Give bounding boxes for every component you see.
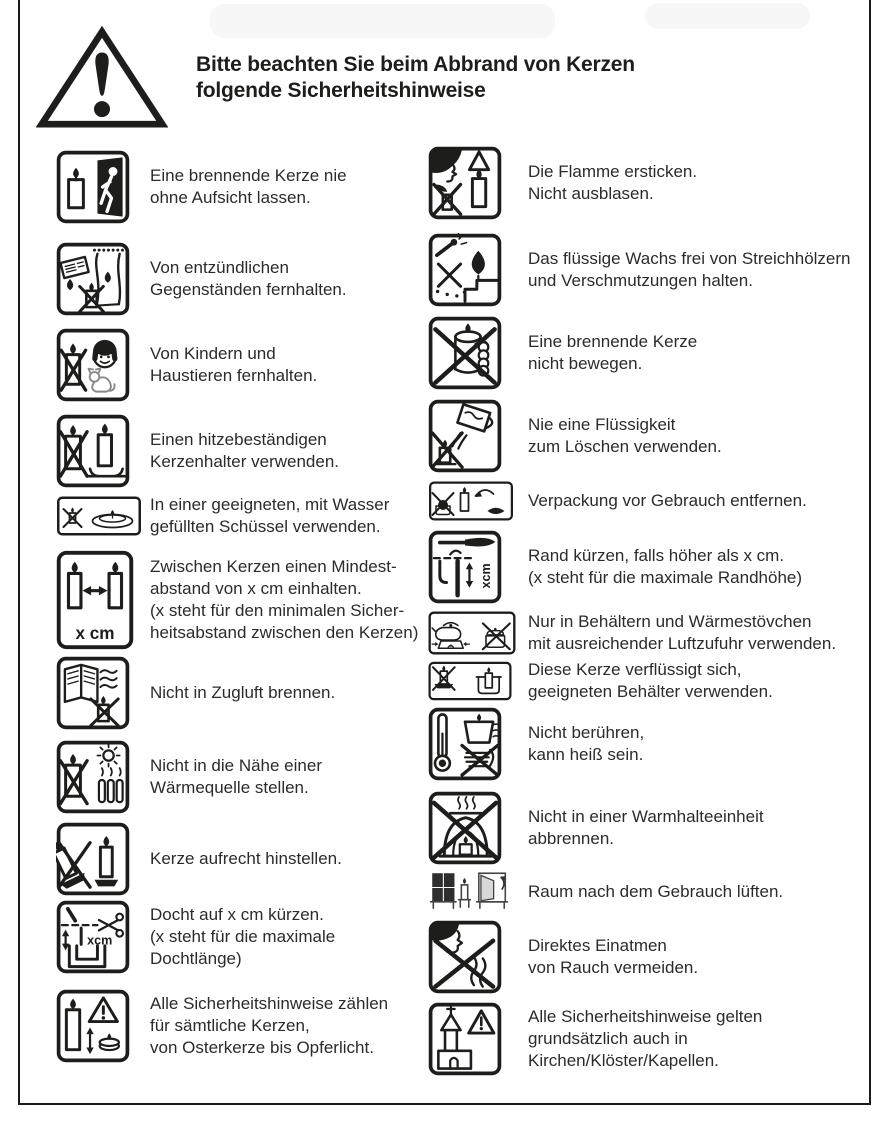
upright-candle-icon <box>56 822 150 896</box>
safety-item-text <box>528 722 644 766</box>
safety-item <box>428 146 872 220</box>
water-bowl-icon <box>56 496 150 536</box>
safety-item-text <box>528 331 697 375</box>
icon-label: xcm <box>479 563 494 589</box>
text-line: abbrennen. <box>528 829 615 849</box>
text-line: Docht auf x cm kürzen. <box>150 905 324 925</box>
safety-item-text <box>528 806 764 850</box>
air-supply-icon <box>428 611 528 655</box>
text-line: Das flüssige Wachs frei von Streichhölzern <box>528 248 851 268</box>
safety-item-text <box>150 848 342 870</box>
page-title <box>196 52 635 105</box>
text-line: Haustieren fernhalten. <box>150 366 318 385</box>
left-column <box>56 150 428 1063</box>
churches-icon <box>428 1002 528 1076</box>
text-line: Alle Sicherheitshinweise zählen <box>150 994 389 1014</box>
text-line: Nicht ausblasen. <box>528 184 654 203</box>
safety-item <box>428 920 872 994</box>
safety-item <box>56 900 428 974</box>
text-line: nicht bewegen. <box>528 354 643 373</box>
text-line: Nur in Behältern und Wärmestövchen <box>528 612 812 631</box>
scan-watermark <box>645 3 810 29</box>
safety-item-text <box>528 545 802 589</box>
min-distance-icon <box>56 550 150 650</box>
text-line: Eine brennende Kerze <box>528 331 698 351</box>
heat-source-icon <box>56 740 150 814</box>
safety-item-text <box>528 1006 762 1072</box>
safety-item-text <box>150 494 389 538</box>
text-line: Kirchen/Klöster/Kapellen. <box>528 1051 719 1071</box>
trim-rim-icon <box>428 530 528 604</box>
safety-item-text <box>528 935 698 979</box>
safety-item-text <box>528 881 783 903</box>
all-candle-types-icon <box>56 989 150 1063</box>
safety-item <box>428 530 872 604</box>
safety-item <box>428 1002 872 1076</box>
safety-item-text <box>150 682 335 704</box>
do-not-move-icon <box>428 316 528 390</box>
text-line: und Verschmutzungen halten. <box>528 271 753 290</box>
text-line: geeigneten Behälter verwenden. <box>528 682 773 702</box>
title-line: Bitte beachten Sie beim Abbrand von Kerzen <box>196 53 635 76</box>
text-line: (x steht für die maximale Randhöhe) <box>528 568 803 587</box>
no-liquid-icon <box>428 399 528 473</box>
icon-label: xcm <box>87 933 113 948</box>
hot-do-not-touch-icon <box>428 707 528 781</box>
safety-item <box>428 233 872 307</box>
safety-item <box>56 656 428 730</box>
safety-item-text <box>528 490 807 512</box>
text-line: Nie eine Flüssigkeit <box>528 414 676 434</box>
flammable-objects-icon <box>56 242 150 316</box>
safety-item-text <box>150 257 347 301</box>
safety-item-text <box>528 611 836 655</box>
safety-item <box>56 989 428 1063</box>
safety-item-text <box>528 414 722 458</box>
trim-wick-icon <box>56 900 150 974</box>
text-line: ohne Aufsicht lassen. <box>150 188 311 207</box>
safety-item <box>56 150 428 224</box>
ventilate-room-icon <box>428 869 528 914</box>
title-line: folgende Sicherheitshinweise <box>196 79 486 103</box>
warning-triangle-icon <box>36 26 168 130</box>
text-line: (x steht für den minimalen Sicher- <box>150 601 405 621</box>
safety-item <box>56 494 428 538</box>
text-line: Wärmequelle stellen. <box>150 778 309 798</box>
smother-flame-icon <box>428 146 528 220</box>
text-line: für sämtliche Kerzen, <box>150 1016 310 1036</box>
text-line: Nicht in einer Warmhalteeinheit <box>528 807 764 827</box>
safety-item <box>56 328 428 402</box>
safety-item-text <box>150 904 335 970</box>
text-line: Die Flamme ersticken. <box>528 161 698 181</box>
text-line: Einen hitzebeständigen <box>150 429 327 449</box>
text-line: Nicht berühren, <box>528 723 645 743</box>
text-line: Gegenständen fernhalten. <box>150 280 347 299</box>
text-line: grundsätzlich auch in <box>528 1029 688 1049</box>
text-line: mit ausreichender Luftzufuhr verwenden. <box>528 634 837 654</box>
text-line: In einer geeigneten, mit Wasser <box>150 495 390 514</box>
safety-item <box>428 869 872 914</box>
icon-label: x cm <box>75 623 115 644</box>
safety-item-text <box>150 343 317 387</box>
safety-item <box>56 242 428 316</box>
safety-item <box>428 316 872 390</box>
text-line: Kerze aufrecht hinstellen. <box>150 849 342 869</box>
safety-item <box>56 550 428 650</box>
liquefying-candle-icon <box>428 661 528 701</box>
keep-wax-clean-icon <box>428 233 528 307</box>
text-line: Von entzündlichen <box>150 257 289 277</box>
safety-item-text <box>528 248 851 292</box>
safety-item-text <box>150 993 388 1059</box>
text-line: Rand kürzen, falls höher als x cm. <box>528 545 785 565</box>
text-line: (x steht für die maximale <box>150 927 336 947</box>
text-line: gefüllten Schüssel verwenden. <box>150 517 381 537</box>
text-line: Alle Sicherheitshinweise gelten <box>528 1007 763 1027</box>
text-line: Eine brennende Kerze nie <box>150 165 347 185</box>
safety-item <box>428 399 872 473</box>
text-line: kann heiß sein. <box>528 745 644 765</box>
right-column <box>428 146 872 1076</box>
text-line: Kerzenhalter verwenden. <box>150 452 340 471</box>
text-line: Zwischen Kerzen einen Mindest- <box>150 557 397 576</box>
safety-item <box>428 707 872 781</box>
safety-item <box>428 481 872 521</box>
candle-unattended-icon <box>56 150 150 224</box>
text-line: Raum nach dem Gebrauch lüften. <box>528 881 784 901</box>
children-pets-icon <box>56 328 150 402</box>
safety-item <box>428 659 872 703</box>
text-line: Nicht in Zugluft brennen. <box>150 683 336 703</box>
text-line: Von Kindern und <box>150 343 276 363</box>
safety-item <box>428 611 872 655</box>
header <box>36 26 635 130</box>
safety-item-text <box>150 755 322 799</box>
text-line: Direktes Einatmen <box>528 936 667 956</box>
text-line: Diese Kerze verflüssigt sich, <box>528 660 742 680</box>
text-line: zum Löschen verwenden. <box>528 437 722 456</box>
safety-item-text <box>528 161 697 205</box>
heatproof-holder-icon <box>56 414 150 488</box>
text-line: Verpackung vor Gebrauch entfernen. <box>528 490 807 510</box>
draft-icon <box>56 656 150 730</box>
safety-item-text <box>528 659 773 703</box>
remove-packaging-icon <box>428 481 528 521</box>
text-line: von Rauch vermeiden. <box>528 958 699 978</box>
safety-item-text <box>150 429 339 473</box>
safety-item <box>56 822 428 896</box>
text-line: abstand von x cm einhalten. <box>150 579 362 599</box>
safety-item-text <box>150 165 347 209</box>
no-smoke-inhale-icon <box>428 920 528 994</box>
safety-item <box>56 740 428 814</box>
text-line: Nicht in die Nähe einer <box>150 756 322 776</box>
text-line: heitsabstand zwischen den Kerzen) <box>150 623 419 643</box>
text-line: von Osterkerze bis Opferlicht. <box>150 1038 374 1058</box>
safety-item-text <box>150 556 418 644</box>
no-food-warmer-icon <box>428 791 528 865</box>
safety-item <box>428 791 872 865</box>
safety-item <box>56 414 428 488</box>
text-line: Dochtlänge) <box>150 949 242 969</box>
